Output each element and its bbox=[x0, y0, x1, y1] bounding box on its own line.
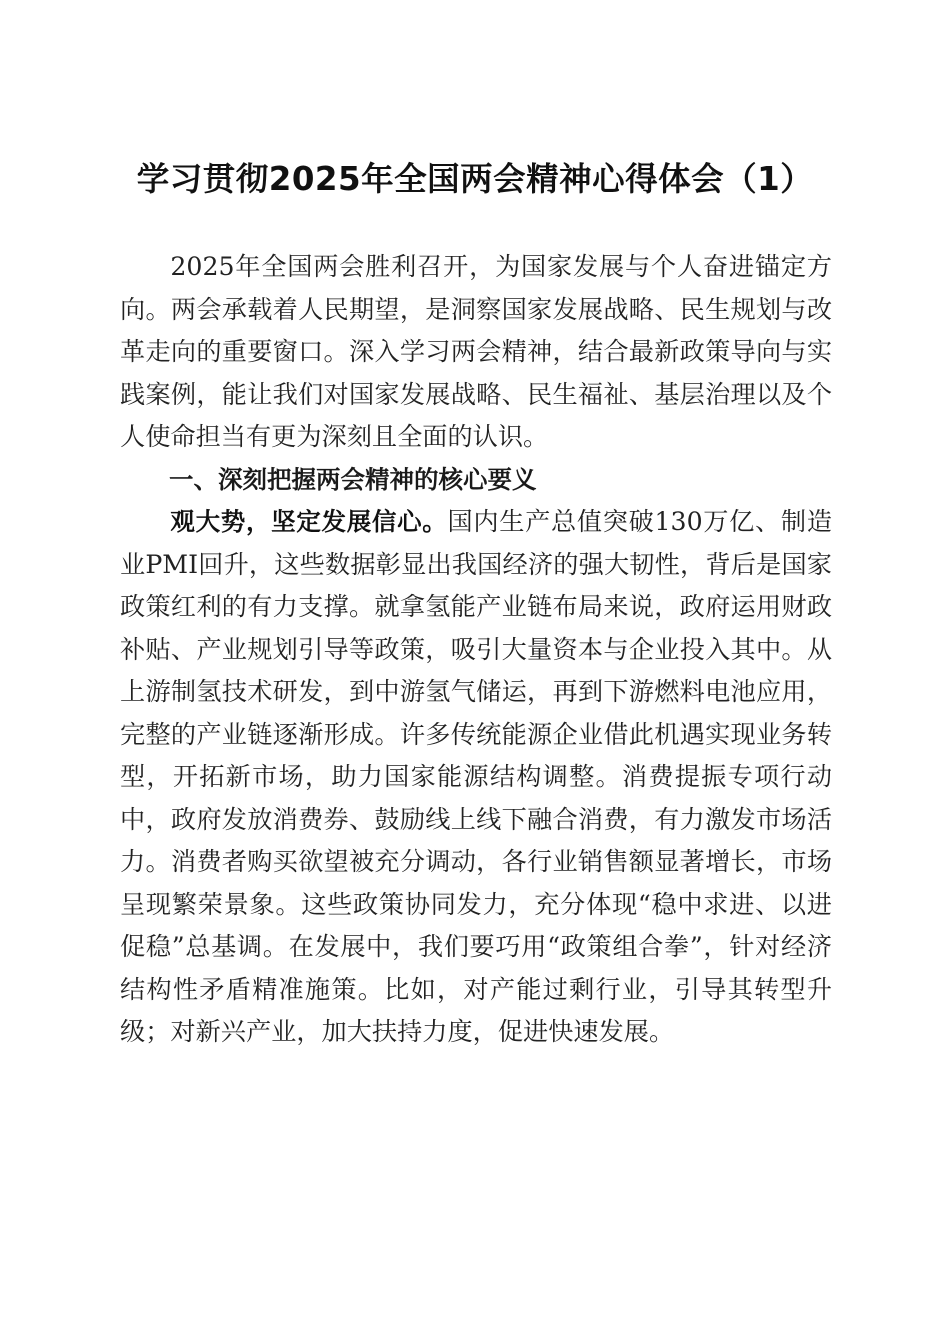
point-text: 国内生产总值突破130万亿、制造业PMI回升，这些数据彰显出我国经济的强大韧性，背后是国家政策红利的有力支撑。就拿氢能产业链布局来说，政府运用财政补贴、产业规划引导等政策，吸引大量资本与企业投入其中。从上游制氢技术研发，到中游氢气储运，再到下游燃料电池应用，完整的产业链逐渐形成。许多传统能源企业借此机遇实现业务转型，开拓新市场，助力国家能源结构调整。消费提振专项行动中，政府发放消费券、鼓励线上线下融合消费，有力激发市场活力。消费者购买欲望被充分调动，各行业销售额显著增长，市场呈现繁荣景象。这些政策协同发力，充分体现“稳中求进、以进促稳”总基调。在发展中，我们要巧用“政策组合拳”，针对经济结构性矛盾精准施策。比如，对产能过剩行业，引导其转型升级；对新兴产业，加大扶持力度，促进快速发展。 bbox=[120, 507, 833, 1046]
point-paragraph bbox=[120, 501, 832, 1054]
document-title: 学习贯彻2025年全国两会精神心得体会（1） bbox=[136, 160, 814, 198]
section-heading: 一、深刻把握两会精神的核心要义 bbox=[169, 464, 537, 494]
point-lead: 观大势，坚定发展信心。 bbox=[170, 507, 448, 536]
document-body bbox=[120, 246, 832, 1054]
intro-paragraph: 2025年全国两会胜利召开，为国家发展与个人奋进锚定方向。两会承载着人民期望，是洞察国家发展战略、民生规划与改革走向的重要窗口。深入学习两会精神，结合最新政策导向与实践案例，能让我们对国家发展战略、民生福祉、基层治理以及个人使命担当有更为深刻且全面的认识。 bbox=[120, 252, 832, 451]
